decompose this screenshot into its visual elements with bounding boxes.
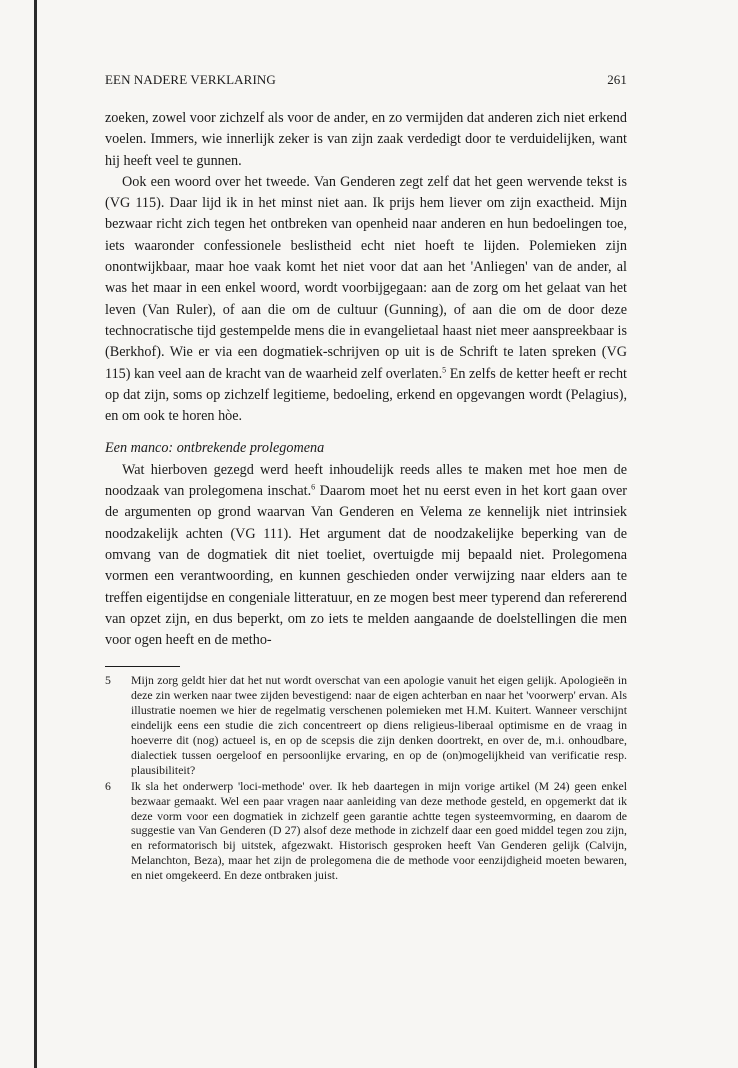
paragraph-2 — [105, 172, 627, 428]
section-heading: Een manco: ontbrekende prolegomena — [105, 440, 325, 457]
footnotes — [105, 673, 627, 883]
footnote-rule — [105, 666, 180, 667]
running-title: EEN NADERE VERKLARING — [105, 72, 276, 87]
running-head — [105, 72, 627, 88]
paragraph-2-text-b: En zelfs de ketter heeft er recht op dat zijn, soms op zichzelf legitieme, bedoeling, erkend en opgevangen wordt (Pelagius), en om ook te horen hòe. — [105, 365, 627, 425]
paragraph-1: zoeken, zowel voor zichzelf als voor de ander, en zo vermijden dat anderen zich niet erkend voelen. Immers, wie innerlijk zeker is van zijn zaak verdedigt door te verduidelijken, want hij heeft veel te gunnen. — [105, 110, 627, 169]
footnote-text: Ik sla het onderwerp 'loci-methode' over. Ik heb daartegen in mijn vorige artikel (M 24) geen enkel bezwaar gemaakt. Wel een paar vragen naar aanleiding van deze methode gesteld, en opgemerkt dat ik deze vorm voor een dogmatiek in zichzelf geen garantie achtte tegen systeemvorming, en daarom de suggestie van Van Genderen (D 27) alsof deze methode in zichzelf daar een goed middel tegen zou zijn, en reformatorisch bij uitstek, afgezwakt. Historisch gesproken heeft Van Genderen gelijk (Calvijn, Melanchton, Beza), maar het zijn de prolegomena die de methode voor eenzijdigheid moeten bewaren, en niet omgekeerd. En deze ontbraken juist. — [131, 778, 627, 883]
footnote-ref-5[interactable]: 5 — [442, 364, 447, 374]
paragraph-3 — [105, 460, 627, 652]
footnote-text: Mijn zorg geldt hier dat het nut wordt overschat van een apologie vanuit het eigen gelijk. Apologieën in deze zin werken naar twee zijden bevestigend: naar de eigen achterban en naar het 'voorwerp' ervan. Als illustratie noemen we hier de regelmatig verschenen polemieken met H.M. Kuitert. Wanneer verschijnt eindelijk eens een studie die zich concentreert op diens religieus-liberaal optimisme en de vraag in hoeverre dit (nog) actueel is, en op de scepsis die zijn denken doortrekt, en over de, m.i. onhoudbare, dialectiek tussen oergeloof en persoonlijke ervaring, en op de (on)mogelijkheid van verificatie resp. plausibiliteit? — [131, 673, 627, 777]
scan-margin-edge — [34, 0, 37, 1068]
footnote-ref-6[interactable]: 6 — [311, 482, 316, 492]
paragraph-2-text-a: Ook een woord over het tweede. Van Genderen zegt zelf dat het geen wervende tekst is (VG 115). Daar lijd ik in het minst niet aan. Ik prijs hem liever om zijn exactheid. Mijn bezwaar richt zich tegen het ontbreken van openheid naar anderen en hun bedoelingen toe, iets waaronder confessionele beslistheid echt niet hoeft te lijden. Polemieken zijn onontwijkbaar, maar hoe vaak komt het niet voor dat aan het 'Anliegen' van de ander, al was het maar in een enkel woord, wordt voorbijgegaan: aan de zorg om het gelaat van het leven (Van Ruler), of aan die om de cultuur (Gunning), of aan die om de door deze technocratische tijd gestempelde mens die in evangelietaal haast niet meer aanspreekbaar is (Berkhof). Wie er via een dogmatiek-schrijven op uit is de Schrift te laten spreken (VG 115) kan veel aan de kracht van de waarheid zelf overlaten. — [105, 173, 627, 382]
footnote — [105, 673, 627, 777]
footnote — [105, 779, 627, 883]
paragraph-3-text-b: Daarom moet het nu eerst even in het kort gaan over de argumenten op grond waarvan Van Genderen en Velema ze kennelijk niet intrinsiek noodzakelijk achten (VG 111). Het argument dat de noodzakelijke beperking van de omvang van de dogmatiek dit niet toeliet, overtuigde mij bepaald niet. Prolegomena vormen een verantwoording, en kunnen geschieden onder verwijzing naar elders aan te treffen eigentijdse en congeniale litteratuur, en ze mogen best meer typerend dan refererend van opzet zijn, en dus beperkt, om zo iets te melden aangaande de doelstellingen die men voor ogen heeft en de metho- — [105, 483, 627, 649]
body-text — [105, 108, 627, 651]
page-number: 261 — [607, 72, 627, 87]
footnote-number: 5 — [105, 673, 111, 688]
paragraph-3-text-a: Wat hierboven gezegd werd heeft inhoudelijk reeds alles te maken met hoe men de noodzaak van prolegomena inschat. — [105, 461, 627, 500]
footnote-number: 6 — [105, 778, 111, 793]
book-page — [105, 72, 627, 884]
